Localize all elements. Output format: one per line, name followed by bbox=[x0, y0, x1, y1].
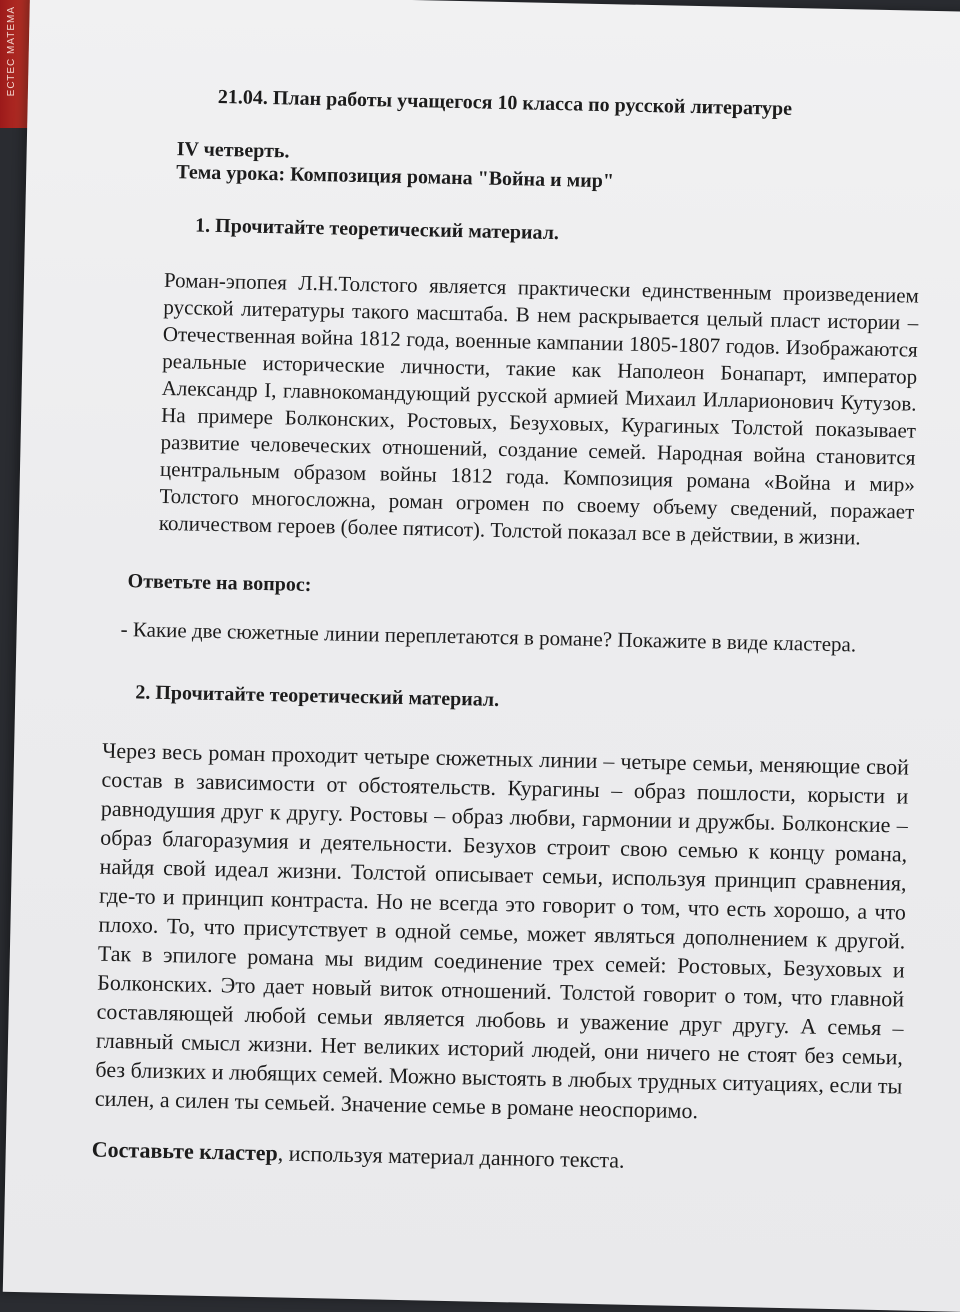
document-content bbox=[91, 84, 922, 1179]
theory-text-2: Через весь роман проходит четыре сюжетных линии – четыре семьи, меняющие свой состав в зависимости от обстоятельств. Курагины – образ пошлости, корысти и равнодушия друг к другу. Ростовы – образ любви, гармонии и дружбы. Болконские – образ благоразумия и деятельности. Безухов строит свою семью к концу романа, найдя свой идеал жизни. Толстой описывает семьи, используя принцип сравнения, где-то и принцип контраста. Но не всегда это говорит о том, что есть хорошо, а что плохо. То, что присутствует в одной семье, может являться дополнением к другой. Так в эпилоге романа мы видим соединение трех семей: Ростовых, Безуховых и Болконских. Это дает новый виток отношений. Толстой говорит о том, что главной составляющей любой семьи является любовь и уважение друг другу. А семья – главный смысл жизни. Нет великих историй людей, они ничего не стоят без семьи, без близких и любящих семей. Можно выстоять в любых трудных ситуациях, если ты силен, а силен ты семьей. Значение семье в романе неоспоримо. bbox=[94, 737, 910, 1124]
page-title: 21.04. План работы учащегося 10 класса по русской литературе bbox=[217, 85, 793, 120]
book-spine-text: ЕСТЕС МАТЕМА bbox=[6, 6, 17, 97]
question-heading: Ответьте на вопрос: bbox=[127, 570, 312, 597]
quarter-label: IV четверть. bbox=[176, 138, 290, 163]
task-1-heading: 1. Прочитайте теоретический материал. bbox=[194, 214, 560, 245]
cluster-task bbox=[91, 1137, 900, 1180]
task-2-heading: 2. Прочитайте теоретический материал. bbox=[135, 681, 500, 711]
question-text: - Какие две сюжетные линии переплетаются в романе? Покажите в виде кластера. bbox=[120, 617, 857, 657]
lesson-topic: Тема урока: Композиция романа "Война и мир" bbox=[176, 161, 615, 193]
cluster-task-rest: , используя материал данного текста. bbox=[277, 1140, 625, 1173]
theory-text-1: Роман-эпопея Л.Н.Толстого является практически единственным произведением русской литературы такого масштаба. В нем раскрывается целый пласт истории – Отечественная война 1812 года, военные кампании 1805-1807 годов. Изображаются реальные исторические личности, такие как Наполеон Бонапарт, император Александр I, главнокомандующий русской армией Михаил Илларионович Кутузов. На примере Болконских, Ростовых, Безуховых, Курагиных Толстой показывает развитие человеческих отношений, создание семей. Народная война становится центральным образом войны 1812 года. Композиция романа «Война и мир» Толстого многосложна, роман огромен по своему объему сведений, поражает количеством героев (более пятисот). Толстой показал все в действии, в жизни. bbox=[158, 267, 920, 550]
paper-sheet bbox=[3, 0, 960, 1312]
cluster-task-bold: Составьте кластер bbox=[91, 1136, 279, 1166]
